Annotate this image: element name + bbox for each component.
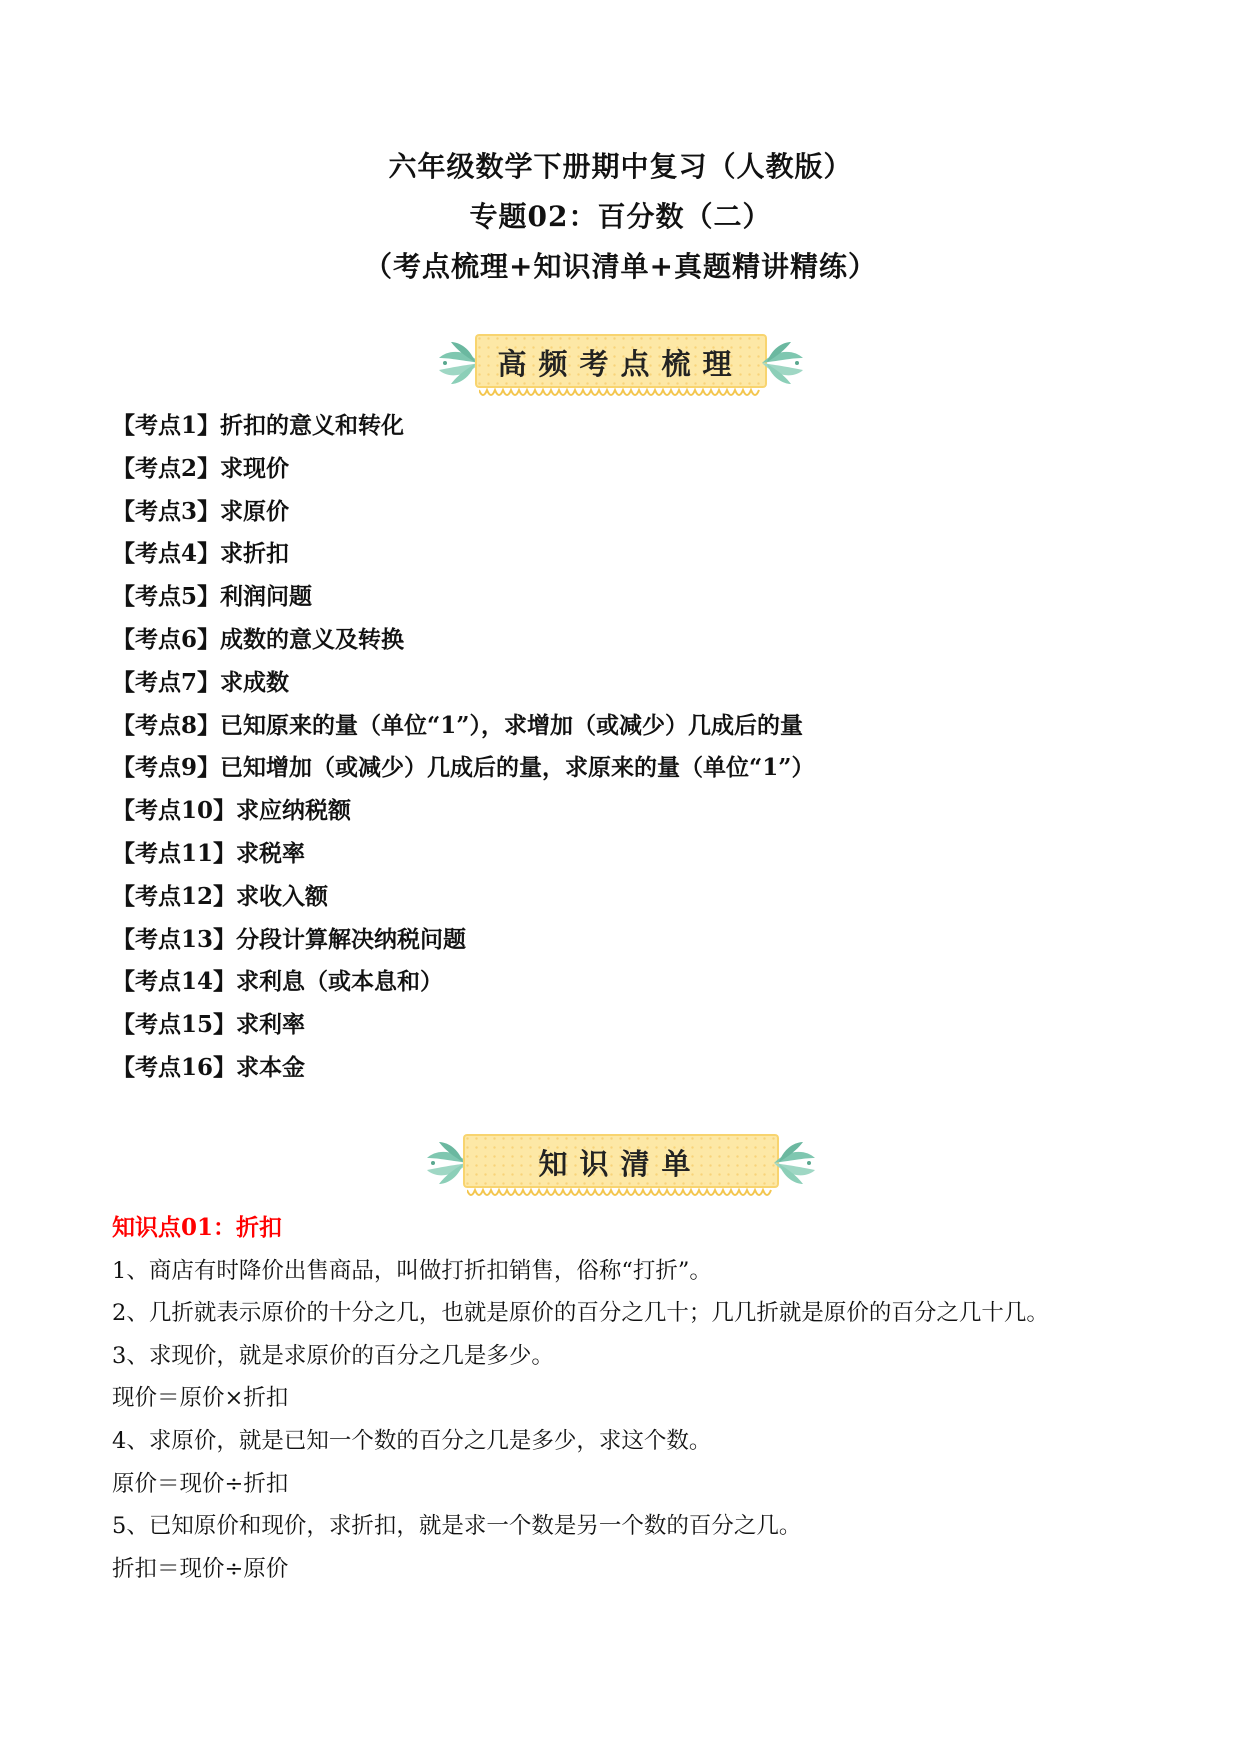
list-item: 【考点6】成数的意义及转换 (112, 625, 405, 653)
section-banner-key-points (435, 330, 807, 406)
banner-label: 知识清单 (538, 1147, 703, 1181)
list-item: 【考点7】求成数 (112, 668, 290, 696)
list-item: 【考点3】求原价 (112, 497, 290, 525)
knowledge-section (112, 1207, 1172, 1590)
document-title: 六年级数学下册期中复习（人教版） (388, 150, 853, 183)
formula-line: 折扣＝现价÷原价 (112, 1555, 289, 1582)
list-item: 【考点2】求现价 (112, 454, 290, 482)
banner-fringe-decoration (467, 1188, 775, 1200)
list-item: 【考点10】求应纳税额 (112, 797, 352, 825)
title-block (0, 142, 1241, 292)
list-item: 【考点5】利润问题 (112, 583, 313, 611)
list-item: 【考点4】求折扣 (112, 540, 290, 568)
list-item: 【考点9】已知增加（或减少）几成后的量，求原来的量（单位“1”） (112, 754, 815, 782)
list-item: 【考点1】折扣的意义和转化 (112, 412, 405, 439)
list-item: 【考点13】分段计算解决纳税问题 (112, 925, 467, 953)
list-item: 【考点8】已知原来的量（单位“1”），求增加（或减少）几成后的量 (112, 711, 803, 739)
leaf-decoration-icon (769, 1138, 819, 1188)
banner-label: 高频考点梳理 (497, 347, 744, 381)
formula-line: 现价＝原价×折扣 (112, 1385, 289, 1412)
list-item: 【考点12】求收入额 (112, 882, 329, 910)
formula-line: 原价＝现价÷折扣 (112, 1470, 289, 1497)
section-banner-knowledge-list (423, 1130, 819, 1206)
leaf-decoration-icon (757, 338, 807, 388)
document-subtitle: 专题02：百分数（二） (469, 200, 772, 233)
document-tagline: （考点梳理+知识清单+真题精讲精练） (364, 250, 877, 283)
knowledge-point-title: 知识点01：折扣 (112, 1214, 283, 1241)
list-item: 【考点14】求利息（或本息和） (112, 968, 444, 996)
banner-fringe-decoration (479, 388, 763, 400)
list-item: 【考点15】求利率 (112, 1011, 306, 1039)
knowledge-line: 1、商店有时降价出售商品，叫做打折扣销售，俗称“打折”。 (112, 1257, 712, 1284)
knowledge-line: 4、求原价，就是已知一个数的百分之几是多少，求这个数。 (112, 1427, 712, 1454)
knowledge-line: 3、求现价，就是求原价的百分之几是多少。 (112, 1342, 554, 1369)
knowledge-line: 5、已知原价和现价，求折扣，就是求一个数是另一个数的百分之几。 (112, 1513, 802, 1540)
list-item: 【考点16】求本金 (112, 1053, 306, 1081)
list-item: 【考点11】求税率 (112, 839, 306, 867)
key-points-list (112, 405, 814, 1090)
knowledge-line: 2、几折就表示原价的十分之几，也就是原价的百分之几十；几几折就是原价的百分之几十几。 (112, 1300, 1049, 1327)
banner-plate (475, 334, 767, 388)
banner-plate (463, 1134, 779, 1188)
